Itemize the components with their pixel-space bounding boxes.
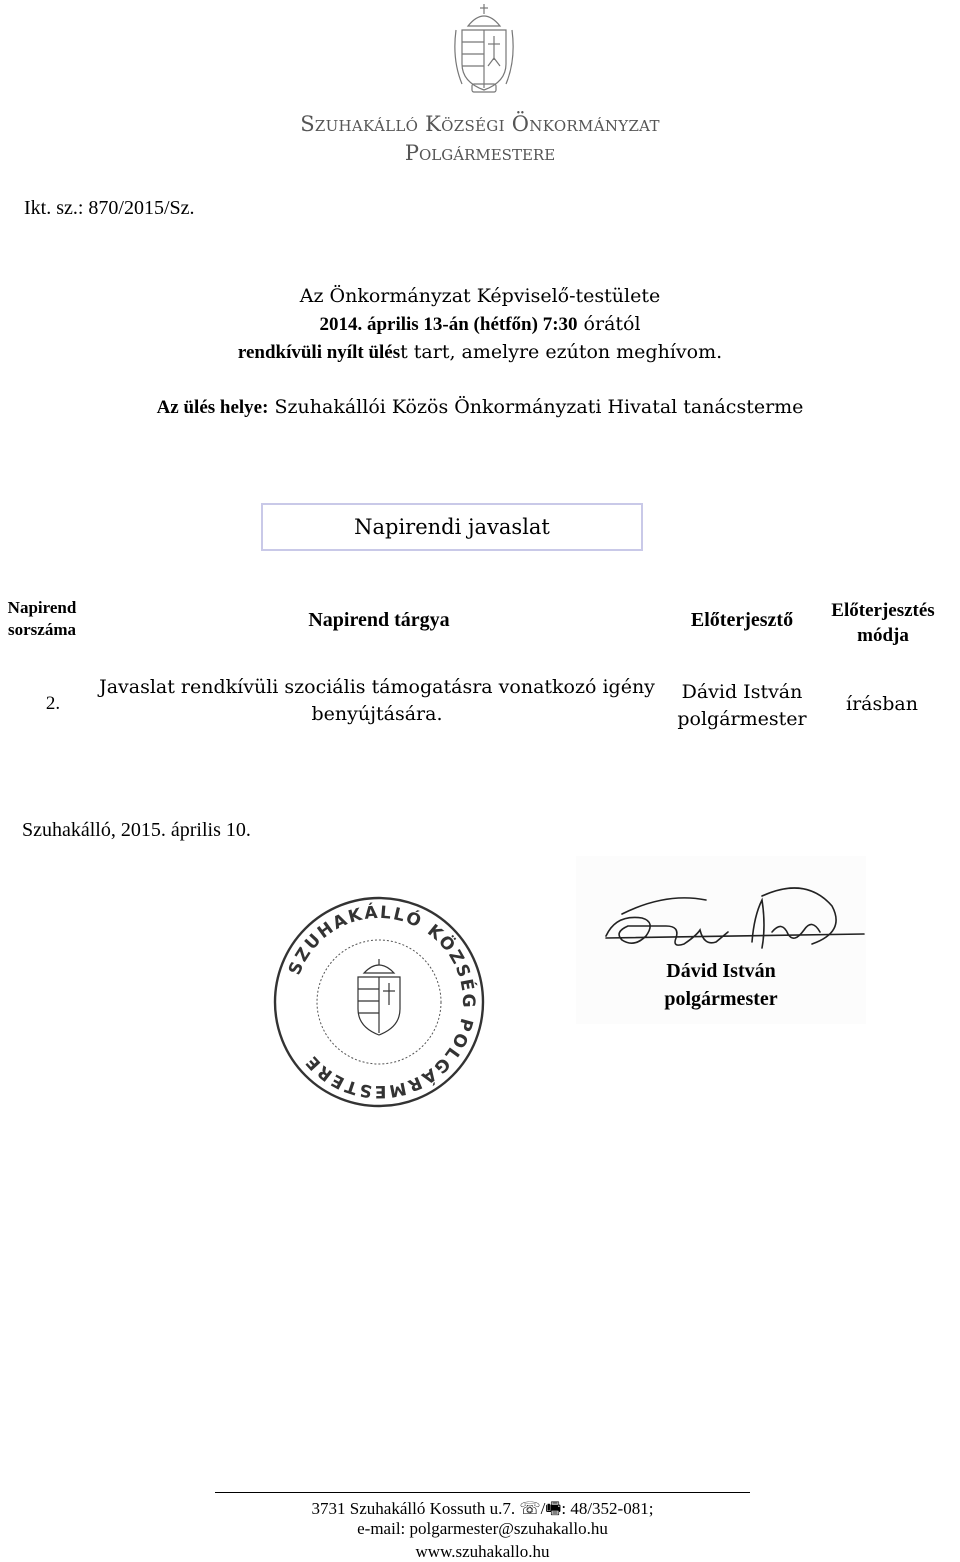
footer-rule bbox=[215, 1492, 750, 1493]
header-number-line2: sorszáma bbox=[8, 620, 76, 639]
signature-name: Dávid István bbox=[666, 960, 776, 982]
header-presenter: Előterjesztő bbox=[690, 609, 794, 631]
coat-of-arms-icon bbox=[448, 0, 520, 96]
row-number: 2. bbox=[45, 693, 61, 714]
intro-line-1-text: Az Önkormányzat Képviselő-testülete bbox=[299, 285, 661, 307]
date-line: Szuhakálló, 2015. április 10. bbox=[22, 819, 251, 841]
signature-title: polgármester bbox=[664, 988, 778, 1010]
intro-line-3-rest: t tart, amelyre ezúton meghívom. bbox=[400, 341, 723, 363]
footer-email: e-mail: polgarmester@szuhakallo.hu bbox=[357, 1519, 608, 1538]
institution-title: Polgármestere bbox=[404, 141, 556, 165]
svg-text:SZUHAKÁLLÓ KÖZSÉG POLGÁRMESTER: SZUHAKÁLLÓ KÖZSÉG POLGÁRMESTERE bbox=[285, 902, 479, 1102]
meeting-datetime: 2014. április 13-án (hétfőn) 7:30 bbox=[319, 314, 578, 335]
intro-line-2-rest: órától bbox=[577, 313, 641, 335]
row-presenter-name: Dávid István bbox=[681, 681, 803, 703]
place-value: Szuhakállói Közös Önkormányzati Hivatal tanácsterme bbox=[268, 396, 804, 418]
row-mode: írásban bbox=[846, 693, 918, 715]
intro-line-3 bbox=[0, 341, 960, 364]
agenda-title-box: Napirendi javaslat bbox=[261, 503, 643, 551]
intro-line-2 bbox=[0, 313, 960, 336]
place-label: Az ülés helye: bbox=[156, 397, 269, 418]
header-mode-line2: módja bbox=[857, 625, 909, 646]
header-subject: Napirend tárgya bbox=[308, 609, 450, 631]
institution-name: Szuhakálló Községi Önkormányzat bbox=[300, 112, 660, 136]
reference-number: Ikt. sz.: 870/2015/Sz. bbox=[24, 197, 195, 219]
meeting-place bbox=[0, 396, 960, 419]
round-stamp bbox=[272, 895, 486, 1109]
intro-line-1 bbox=[0, 285, 960, 307]
row-presenter bbox=[662, 679, 822, 733]
row-subject-line1: Javaslat rendkívüli szociális támogatásra vonatkozó igény bbox=[99, 676, 655, 698]
meeting-type: rendkívüli nyílt ülés bbox=[237, 342, 401, 363]
footer-web: www.szuhakallo.hu bbox=[415, 1542, 550, 1561]
header-number bbox=[0, 597, 84, 641]
header-mode bbox=[806, 598, 960, 648]
row-presenter-title: polgármester bbox=[677, 708, 807, 730]
row-subject bbox=[92, 674, 662, 728]
row-subject-line2: benyújtására. bbox=[311, 703, 443, 725]
header-number-line1: Napirend bbox=[7, 598, 77, 617]
footer-address: 3731 Szuhakálló Kossuth u.7. ☏/🖷: 48/352-081; bbox=[311, 1499, 654, 1518]
header-mode-line1: Előterjesztés bbox=[831, 600, 935, 621]
